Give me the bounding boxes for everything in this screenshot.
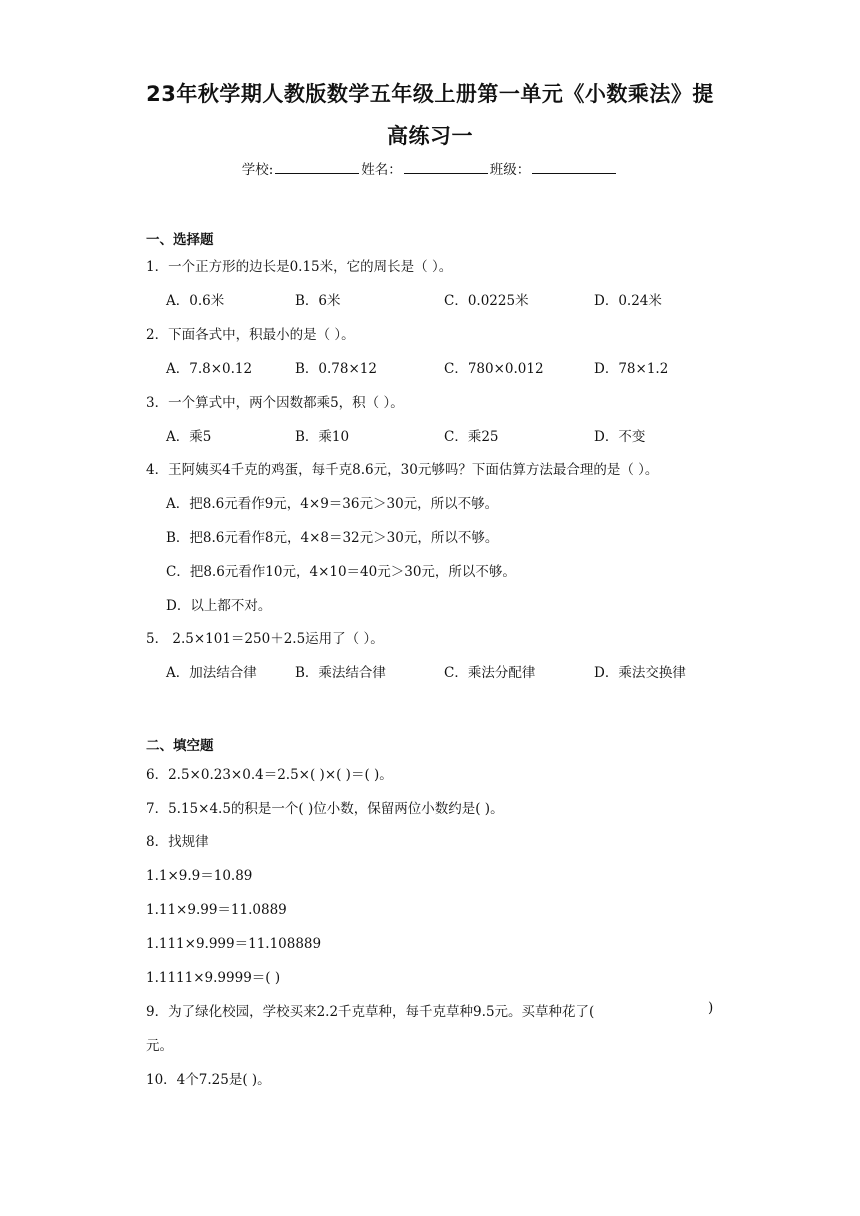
q2-option-b[interactable]: B．0.78×12: [295, 361, 377, 377]
question-5: 5． 2.5×101＝250＋2.5运用了（ ）。: [146, 631, 384, 647]
class-label: 班级：: [489, 162, 531, 178]
question-7: 7．5.15×4.5的积是一个( )位小数，保留两位小数约是( )。: [146, 801, 504, 817]
q3-option-b[interactable]: B．乘10: [295, 429, 350, 445]
q2-option-a[interactable]: A．7.8×0.12: [166, 361, 253, 377]
section-fill-heading: 二、填空题: [146, 738, 214, 754]
q5-option-d[interactable]: D．乘法交换律: [594, 665, 686, 681]
q8-pattern-line-3: 1.111×9.999＝11.108889: [146, 936, 322, 952]
question-9-line-2: 元。: [146, 1038, 173, 1054]
question-9-line-1: 9．为了绿化校园，学校买来2.2千克草种，每千克草种9.5元。买草种花了(: [146, 1004, 595, 1020]
question-8: 8．找规律: [146, 834, 209, 850]
q2-option-d[interactable]: D．78×1.2: [594, 361, 669, 377]
question-1: 1．一个正方形的边长是0.15米，它的周长是（ ）。: [146, 259, 453, 275]
page-title-line2: 高练习一: [387, 124, 473, 148]
school-blank[interactable]: [275, 159, 359, 174]
q1-option-b[interactable]: B．6米: [295, 293, 341, 309]
school-label: 学校:: [241, 162, 274, 178]
q8-pattern-line-4: 1.1111×9.9999＝( ): [146, 970, 281, 986]
question-10: 10．4个7.25是( )。: [146, 1072, 271, 1088]
q1-option-a[interactable]: A．0.6米: [166, 293, 225, 309]
question-6: 6．2.5×0.23×0.4＝2.5×( )×( )＝( )。: [146, 767, 393, 783]
q4-option-b[interactable]: B．把8.6元看作8元，4×8＝32元＞30元，所以不够。: [166, 530, 499, 546]
q8-pattern-line-1: 1.1×9.9＝10.89: [146, 868, 253, 884]
class-blank[interactable]: [532, 159, 616, 174]
q5-option-a[interactable]: A．加法结合律: [166, 665, 257, 681]
q1-option-c[interactable]: C．0.0225米: [444, 293, 529, 309]
q2-option-c[interactable]: C．780×0.012: [444, 361, 544, 377]
q1-option-d[interactable]: D．0.24米: [594, 293, 662, 309]
q5-option-c[interactable]: C．乘法分配律: [444, 665, 536, 681]
q3-option-c[interactable]: C．乘25: [444, 429, 499, 445]
q3-option-d[interactable]: D．不变: [594, 429, 646, 445]
name-label: 姓名：: [361, 162, 402, 178]
question-3: 3．一个算式中，两个因数都乘5，积（ ）。: [146, 395, 404, 411]
q4-option-d[interactable]: D．以上都不对。: [166, 598, 272, 614]
question-4: 4．王阿姨买4千克的鸡蛋，每千克8.6元，30元够吗？下面估算方法最合理的是（ ）。: [146, 462, 659, 478]
question-2: 2．下面各式中，积最小的是（ ）。: [146, 327, 355, 343]
q4-option-c[interactable]: C．把8.6元看作10元，4×10＝40元＞30元，所以不够。: [166, 564, 516, 580]
section-choice-heading: 一、选择题: [146, 232, 214, 248]
question-9-line-1-close: ): [708, 1000, 714, 1016]
q3-option-a[interactable]: A．乘5: [166, 429, 212, 445]
name-blank[interactable]: [404, 159, 488, 174]
q5-option-b[interactable]: B．乘法结合律: [295, 665, 386, 681]
q4-option-a[interactable]: A．把8.6元看作9元，4×9＝36元＞30元，所以不够。: [166, 496, 499, 512]
student-info-line: [0, 158, 860, 178]
page-title-line1: 23年秋学期人教版数学五年级上册第一单元《小数乘法》提: [146, 82, 714, 106]
q8-pattern-line-2: 1.11×9.99＝11.0889: [146, 902, 287, 918]
